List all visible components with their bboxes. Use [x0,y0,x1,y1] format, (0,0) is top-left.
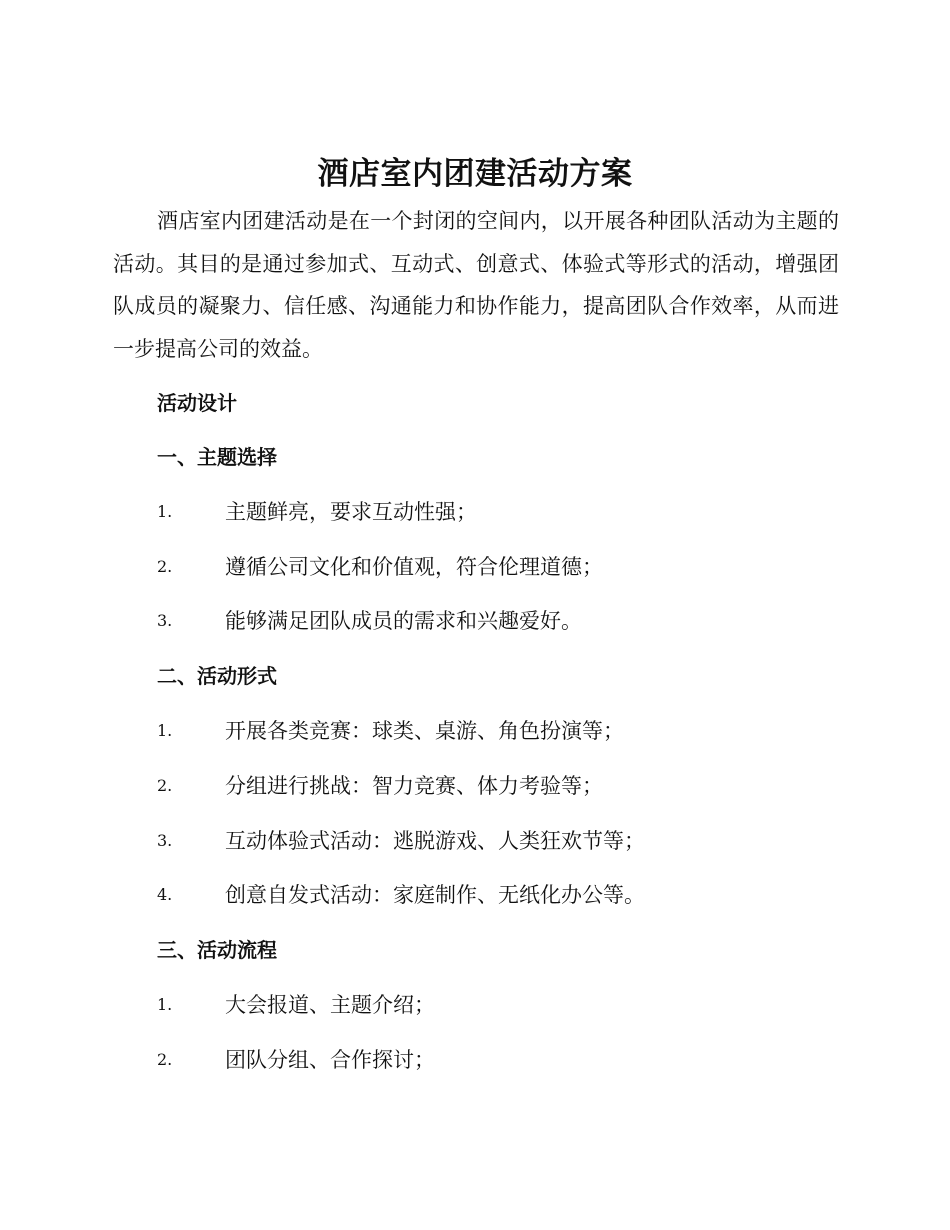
list-number: 2. [157,776,173,795]
list-text: 互动体验式活动：逃脱游戏、人类狂欢节等； [225,829,645,853]
page-title: 酒店室内团建活动方案 [317,156,633,192]
list-number: 1. [157,721,173,740]
list-text: 团队分组、合作探讨； [225,1048,435,1072]
list-text: 创意自发式活动：家庭制作、无纸化办公等。 [225,883,645,907]
section-heading-theme: 一、主题选择 [157,445,277,469]
list-text: 大会报道、主题介绍； [225,993,435,1017]
list-text: 开展各类竞赛：球类、桌游、角色扮演等； [225,719,624,743]
list-number: 2. [157,1050,173,1069]
list-number: 3. [157,831,173,850]
list-text: 主题鲜亮，要求互动性强； [225,500,477,524]
section-heading-format: 二、活动形式 [157,664,277,688]
intro-paragraph: 酒店室内团建活动是在一个封闭的空间内，以开展各种团队活动为主题的活动。其目的是通过参加式、互动式、创意式、体验式等形式的活动，增强团队成员的凝聚力、信任感、沟通能力和协作能力，提高团队合作效率，从而进一步提高公司的效益。 [113,209,839,361]
section-heading-process: 三、活动流程 [157,938,277,962]
design-heading: 活动设计 [157,391,237,415]
list-text: 分组进行挑战：智力竞赛、体力考验等； [225,774,603,798]
list-number: 1. [157,502,173,521]
list-number: 1. [157,995,173,1014]
list-number: 2. [157,557,173,576]
list-number: 3. [157,611,173,630]
list-number: 4. [157,885,173,904]
list-text: 遵循公司文化和价值观，符合伦理道德； [225,555,603,579]
list-text: 能够满足团队成员的需求和兴趣爱好。 [225,609,582,633]
